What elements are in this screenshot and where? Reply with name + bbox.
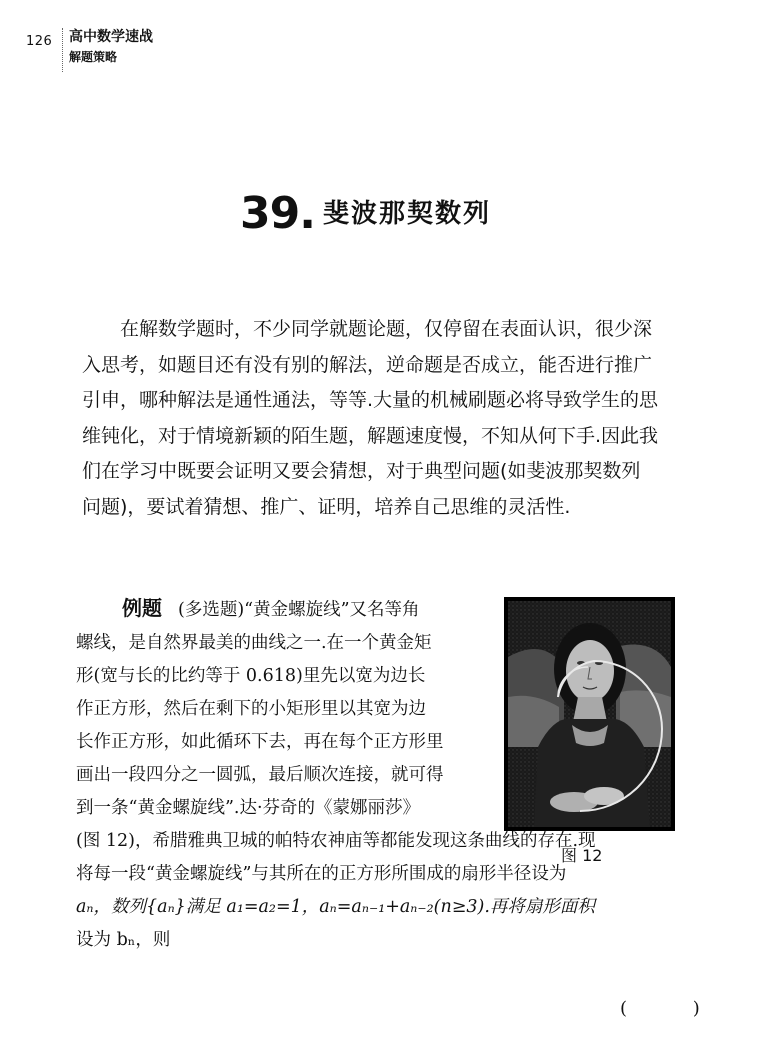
paragraph-line: 引申，哪种解法是通性通法，等等.大量的机械刷题必将导致学生的思 [82,389,659,411]
answer-blank: ( ) [620,998,730,1019]
problem-line: 画出一段四分之一圆弧，最后顺次连接，就可得 [76,765,444,785]
mona-lisa-figure [504,597,675,831]
paragraph-line: 问题)，要试着猜想、推广、证明，培养自己思维的灵活性. [82,495,571,518]
problem-line: 设为 bₙ，则 [76,930,171,950]
problem-line: 长作正方形，如此循环下去，再在每个正方形里 [76,732,444,752]
mona-lisa-golden-spiral-image [504,597,675,831]
problem-line: 形(宽与长的比约等于 0.618)里先以宽为边长 [76,666,426,686]
book-title: 高中数学速战 [69,29,153,45]
example-label: 例题 [122,596,162,620]
problem-line: 将每一段“黄金螺旋线”与其所在的正方形所围成的扇形半径设为 [76,864,567,884]
paragraph-line: 入思考，如题目还有没有别的解法，逆命题是否成立，能否进行推广 [82,353,653,376]
book-subtitle: 解题策略 [69,50,118,64]
problem-line: 作正方形，然后在剩下的小矩形里以其宽为边 [76,699,426,719]
problem-line: 到一条“黄金螺旋线”.达·芬奇的《蒙娜丽莎》 [76,798,421,818]
intro-paragraph [82,312,688,525]
paragraph-line: 们在学习中既要会证明又要会猜想，对于典型问题(如斐波那契数列 [82,460,641,482]
problem-line-formula: aₙ，数列{aₙ}满足 a₁=a₂=1，aₙ=aₙ₋₁+aₙ₋₂(n≥3).再将扇形面积 [76,897,595,917]
chapter-heading [240,188,491,238]
paragraph-line: 在解数学题时，不少同学就题论题，仅停留在表面认识，很少深 [120,318,653,340]
problem-line: (多选题)“黄金螺旋线”又名等角 [178,600,420,620]
problem-line: 螺线，是自然界最美的曲线之一.在一个黄金矩 [76,633,432,653]
figure-caption: 图 12 [561,846,603,865]
header-divider [62,28,63,72]
page-number: 126 [26,34,53,49]
chapter-number: 39. [240,188,315,239]
problem-line: (图 12)，希腊雅典卫城的帕特农神庙等都能发现这条曲线的存在.现 [76,831,596,851]
chapter-title: 斐波那契数列 [322,199,491,229]
paragraph-line: 维钝化，对于情境新颖的陌生题，解题速度慢，不知从何下手.因此我 [82,424,659,447]
